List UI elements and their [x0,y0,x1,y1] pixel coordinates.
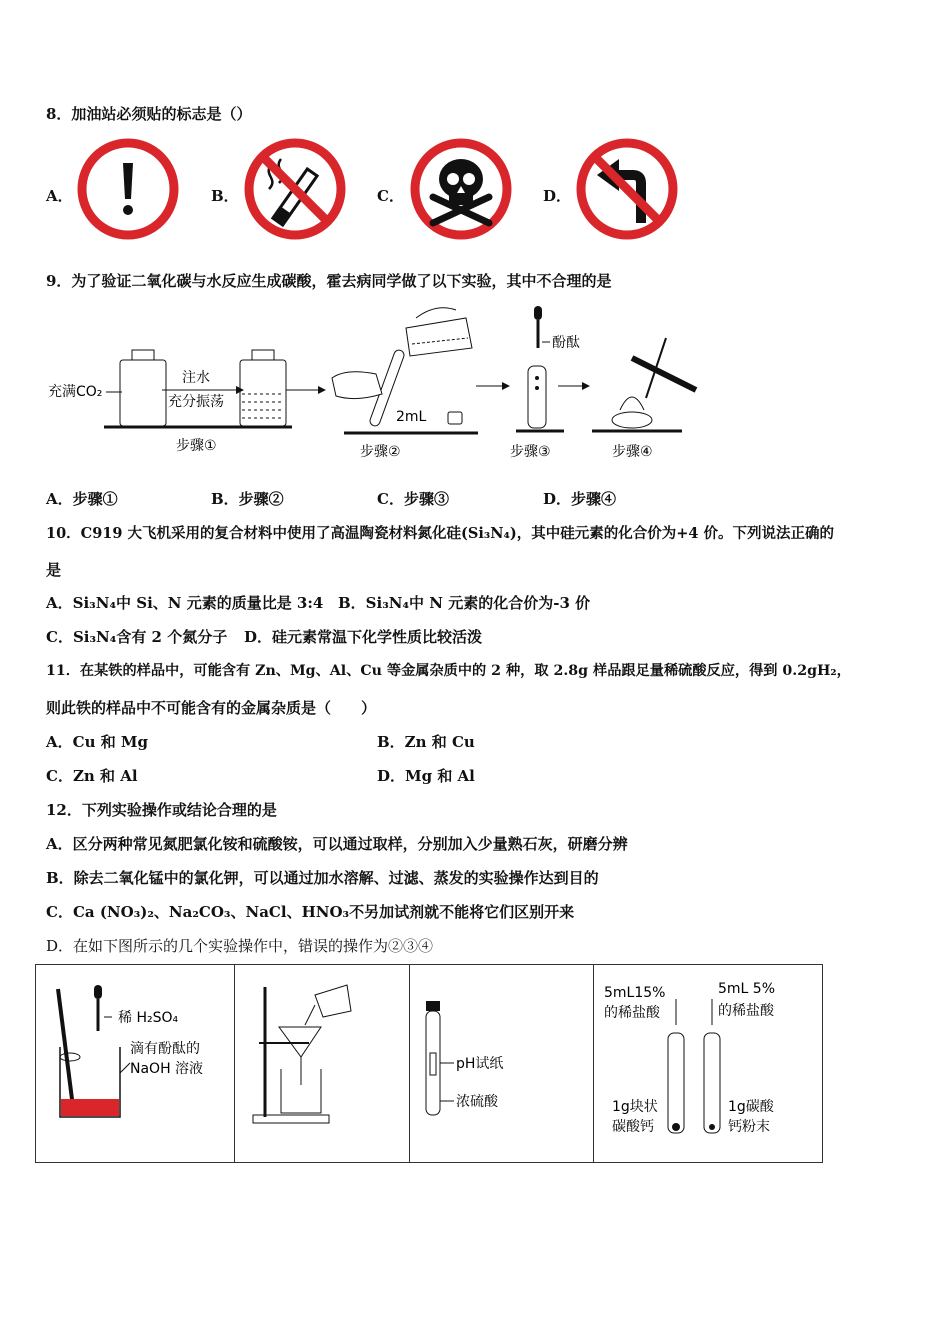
q11-stem-line1: 11．在某铁的样品中，可能含有 Zn、Mg、Al、Cu 等金属杂质中的 2 种，取 2.8g 样品跟足量稀硫酸反应，得到 0.2gH₂， [46,663,851,679]
q9-option-c: C．步骤③ [377,490,449,508]
q8-option-a-letter: A． [46,187,73,205]
q12-stem: 12．下列实验操作或结论合理的是 [46,801,277,819]
q12-figure-table [35,964,823,1163]
q8-stem: 8．加油站必须贴的标志是（） [46,105,252,123]
q11-option-b: B．Zn 和 Cu [377,733,475,751]
gas-bottle-empty [120,350,166,426]
q8-option-c-letter: C． [377,187,404,205]
no-smoking-icon [243,137,347,241]
conc-acid-label: 浓硫酸 [456,1094,498,1110]
exclamation-warning-icon [76,137,180,241]
solid2-line1: 1g碳酸 [728,1099,774,1115]
gas-bottle-water [240,350,286,426]
q12-option-d: D．在如下图所示的几个实验操作中，错误的操作为②③④ [46,937,434,955]
q12-option-c: C．Ca (NO₃)₂、Na₂CO₃、NaCl、HNO₃不另加试剂就不能将它们区别开来 [46,903,575,921]
panel-3 [410,965,594,1162]
hcl1-line2: 的稀盐酸 [604,1005,660,1021]
heating-tube-burner [612,338,696,428]
hcl2-line2: 的稀盐酸 [718,1003,774,1019]
q11-option-c: C．Zn 和 Al [46,767,138,785]
naoh-label-line1: 滴有酚酞的 [130,1041,200,1057]
q8-option-d-letter: D． [543,187,572,205]
ph-paper-label: pH试纸 [456,1056,504,1072]
solid1-line1: 1g块状 [612,1099,658,1115]
panel-1 [36,965,235,1162]
q9-experiment-figure [46,298,716,468]
step-3-label: 步骤③ [510,444,551,460]
q10-stem-line1: 10．C919 大飞机采用的复合材料中使用了高温陶瓷材料氮化硅(Si₃N₄)，其中硅元素的化合价为+4 价。下列说法正确的 [46,525,834,542]
step-2-label: 步骤② [360,444,401,460]
panel-4 [594,965,822,1162]
q10-option-c: C．Si₃N₄含有 2 个氮分子 [46,628,228,646]
neutralization-illustration [36,965,234,1162]
q10-option-d: D．硅元素常温下化学性质比较活泼 [244,628,483,646]
q10-stem-line2: 是 [46,561,62,579]
arrow-bottom-label: 充分振荡 [168,394,224,410]
ml-label: 2mL [396,409,427,425]
hcl1-line1: 5mL15% [604,985,666,1001]
dropper-and-tube [528,306,546,428]
solid2-line2: 钙粉末 [728,1119,770,1135]
q10-option-a: A．Si₃N₄中 Si、N 元素的质量比是 3:4 [46,594,324,612]
q11-option-d: D．Mg 和 Al [377,767,475,785]
filtration-illustration [235,965,409,1162]
hcl2-line1: 5mL 5% [718,981,776,997]
acid-label: 稀 H₂SO₄ [118,1010,179,1026]
q12-option-b: B．除去二氧化锰中的氯化钾，可以通过加水溶解、过滤、蒸发的实验操作达到目的 [46,869,599,887]
poison-skull-icon [409,137,513,241]
q9-option-b: B．步骤② [211,490,284,508]
acid-comparison-illustration [594,965,822,1162]
q8-option-b-letter: B． [211,187,239,205]
co2-label: 充满CO₂ [48,384,103,400]
q10-option-b: B．Si₃N₄中 N 元素的化合价为-3 价 [338,594,591,612]
panel-2 [235,965,410,1162]
no-left-turn-icon [575,137,679,241]
q9-option-d: D．步骤④ [543,490,617,508]
q12-option-a: A．区分两种常见氮肥氯化铵和硫酸铵，可以通过取样，分别加入少量熟石灰，研磨分辨 [46,835,628,853]
q9-stem: 9．为了验证二氧化碳与水反应生成碳酸，霍去病同学做了以下实验，其中不合理的是 [46,272,612,290]
solid1-line2: 碳酸钙 [612,1119,654,1135]
q9-option-a: A．步骤① [46,490,118,508]
step-4-label: 步骤④ [612,444,653,460]
q11-stem-line2: 则此铁的样品中不可能含有的金属杂质是（ ） [46,699,377,717]
arrow-top-label: 注水 [182,370,210,386]
q11-option-a: A．Cu 和 Mg [46,733,149,751]
ph-test-illustration [410,965,593,1162]
step-1-label: 步骤① [176,438,217,454]
indicator-label: 酚酞 [552,335,580,351]
naoh-label-line2: NaOH 溶液 [130,1061,204,1077]
